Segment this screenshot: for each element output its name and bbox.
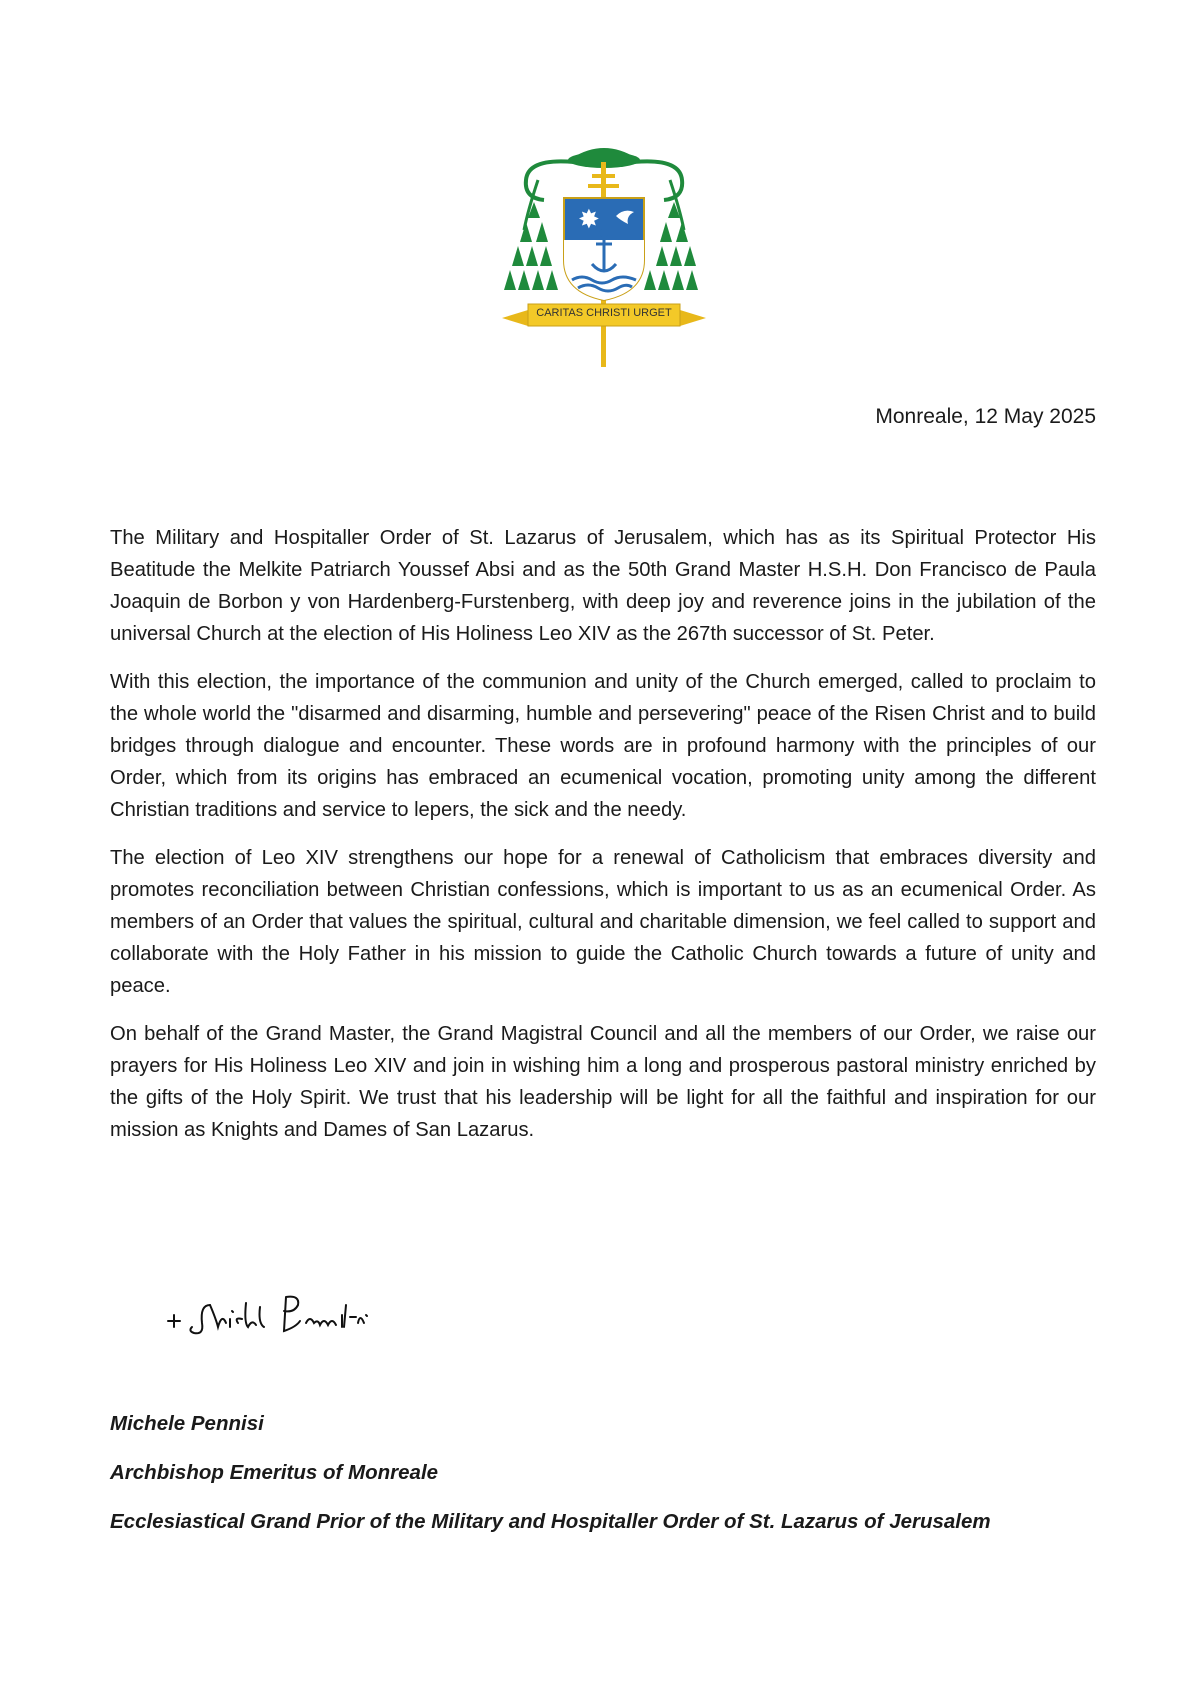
signature-image [160, 1283, 400, 1343]
paragraph-3: The election of Leo XIV strengthens our hope for a renewal of Catholicism that embraces diversity and promotes reconciliation between Christian confessions, which is important to us as an ecumenical Order. As members of an Order that values the spiritual, cultural and charitable dimension, we feel called to support and collaborate with the Holy Father in his mission to guide the Catholic Church towards a future of unity and peace. [110, 847, 1096, 997]
signer-block [110, 1410, 991, 1557]
coat-of-arms-image [498, 140, 710, 370]
signer-title: Archbishop Emeritus of Monreale [110, 1461, 439, 1484]
signer-name: Michele Pennisi [110, 1412, 264, 1435]
letter-body [110, 522, 1096, 1162]
coat-of-arms [498, 140, 710, 370]
paragraph-1: The Military and Hospitaller Order of St. Lazarus of Jerusalem, which has as its Spiritual Protector His Beatitude the Melkite Patriarch Youssef Absi and as the 50th Grand Master H.S.H. Don Francisco de Paula Joaquin de Borbon y von Hardenberg-Furstenberg, with deep joy and reverence joins in the jubilation of the universal Church at the election of His Holiness Leo XIV as the 267th successor of St. Peter. [110, 527, 1096, 645]
date-line: Monreale, 12 May 2025 [875, 405, 1096, 428]
coat-of-arms-motto: CARITAS CHRISTI URGET [536, 307, 672, 319]
handwritten-signature [160, 1283, 400, 1343]
paragraph-4: On behalf of the Grand Master, the Grand Magistral Council and all the members of our Order, we raise our prayers for His Holiness Leo XIV and join in wishing him a long and prosperous pastoral ministry enriched by the gifts of the Holy Spirit. We trust that his leadership will be light for all the faithful and inspiration for our mission as Knights and Dames of San Lazarus. [110, 1023, 1096, 1141]
paragraph-2: With this election, the importance of the communion and unity of the Church emerged, called to proclaim to the whole world the "disarmed and disarming, humble and persevering" peace of the Risen Christ and to build bridges through dialogue and encounter. These words are in profound harmony with the principles of our Order, which from its origins has embraced an ecumenical vocation, promoting unity among the different Christian traditions and service to lepers, the sick and the needy. [110, 671, 1096, 821]
signer-office: Ecclesiastical Grand Prior of the Military and Hospitaller Order of St. Lazarus of Jerusalem [110, 1510, 991, 1533]
svg-text:✸: ✸ [578, 205, 600, 235]
